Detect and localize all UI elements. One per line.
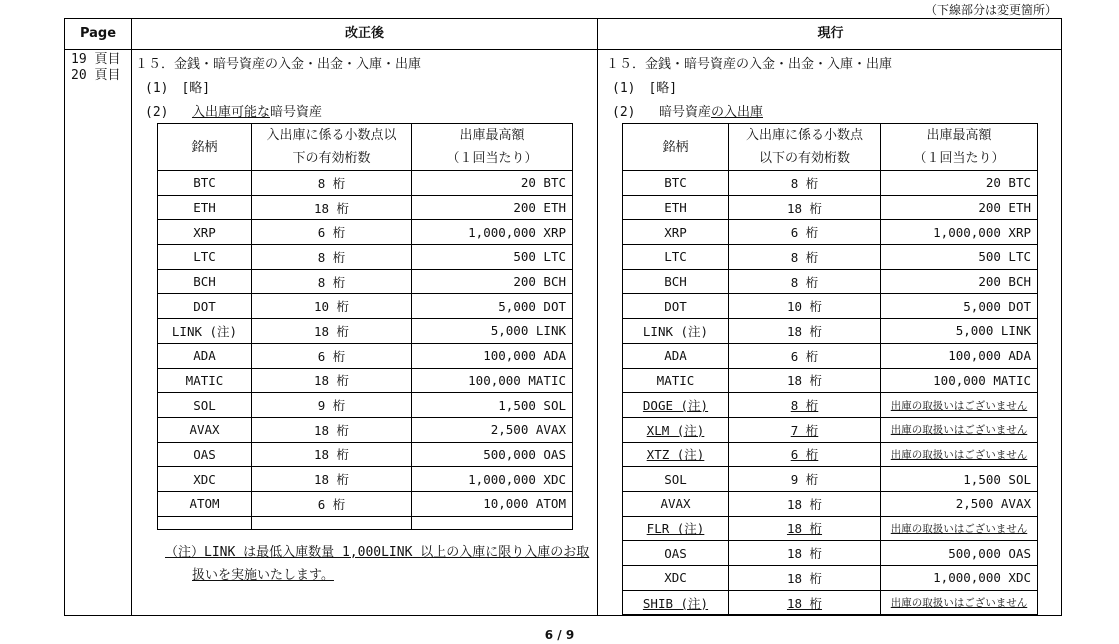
table-row [623,541,1038,566]
asset-max-withdrawal: 出庫の取扱いはございません [881,417,1038,442]
column-header: 出庫最高額 （１回当たり） [881,124,1038,171]
asset-digits: 18 桁 [729,319,881,344]
current-section-title: １５．金銭・暗号資産の入金・出金・入庫・出庫 [606,57,893,72]
table-row [623,393,1038,418]
asset-max-withdrawal: 出庫の取扱いはございません [881,590,1038,615]
asset-name: LTC [158,245,252,270]
current-asset-table [622,123,1038,615]
table-row [623,590,1038,615]
column-header: 出庫最高額 （１回当たり） [412,124,573,171]
asset-max-withdrawal: 1,000,000 XRP [412,220,573,245]
asset-digits: 18 桁 [729,516,881,541]
asset-digits: 18 桁 [252,368,412,393]
table-row [623,319,1038,344]
table-row [623,566,1038,591]
asset-digits: 18 桁 [252,319,412,344]
table-row [623,442,1038,467]
asset-name: SOL [158,393,252,418]
table-row [623,516,1038,541]
asset-max-withdrawal: 出庫の取扱いはございません [881,393,1038,418]
empty-cell [252,516,412,529]
asset-digits: 18 桁 [252,417,412,442]
change-note: （下線部分は変更箇所） [924,3,1057,17]
current-item2 [612,101,763,120]
table-row [623,343,1038,368]
asset-name: XDC [158,467,252,492]
current-item2-num: (2) [612,105,636,120]
asset-digits: 18 桁 [729,590,881,615]
asset-name: XRP [158,220,252,245]
asset-max-withdrawal: 1,500 SOL [881,467,1038,492]
asset-max-withdrawal: 200 BCH [881,269,1038,294]
asset-digits: 6 桁 [729,220,881,245]
after-section-title: １５．金銭・暗号資産の入金・出金・入庫・出庫 [135,57,422,72]
asset-max-withdrawal: 200 BCH [412,269,573,294]
table-row-blank [158,516,573,529]
asset-max-withdrawal: 1,000,000 XDC [881,566,1038,591]
asset-max-withdrawal: 500,000 OAS [412,442,573,467]
column-header: 入出庫に係る小数点以 下の有効桁数 [252,124,412,171]
asset-name: BTC [623,171,729,196]
asset-max-withdrawal: 20 BTC [412,171,573,196]
asset-max-withdrawal: 出庫の取扱いはございません [881,516,1038,541]
header-page: Page [79,26,117,41]
asset-max-withdrawal: 1,000,000 XDC [412,467,573,492]
table-row [158,294,573,319]
asset-name: OAS [623,541,729,566]
asset-max-withdrawal: 100,000 ADA [412,343,573,368]
column-header: 入出庫に係る小数点 以下の有効桁数 [729,124,881,171]
table-header-row [623,124,1038,171]
asset-name: ADA [158,343,252,368]
table-header-row [158,124,573,171]
table-row [623,467,1038,492]
asset-name: AVAX [158,417,252,442]
asset-digits: 6 桁 [252,491,412,516]
page-number: 6 / 9 [544,628,575,642]
header-after: 改正後 [344,26,384,41]
asset-name: ETH [158,195,252,220]
asset-digits: 8 桁 [729,245,881,270]
asset-digits: 18 桁 [729,491,881,516]
after-footnote [165,541,589,587]
table-row [623,245,1038,270]
table-row [623,417,1038,442]
asset-digits: 18 桁 [729,541,881,566]
after-item2 [145,101,322,120]
asset-digits: 18 桁 [729,195,881,220]
asset-name: DOGE (注) [623,393,729,418]
asset-max-withdrawal: 100,000 ADA [881,343,1038,368]
table-row [623,368,1038,393]
table-row [623,220,1038,245]
table-row [623,171,1038,196]
asset-digits: 9 桁 [252,393,412,418]
asset-digits: 10 桁 [252,294,412,319]
asset-max-withdrawal: 20 BTC [881,171,1038,196]
asset-max-withdrawal: 1,000,000 XRP [881,220,1038,245]
asset-digits: 6 桁 [252,343,412,368]
asset-max-withdrawal: 5,000 DOT [412,294,573,319]
asset-name: BCH [623,269,729,294]
current-item2-plain: 暗号資産 [658,105,711,120]
page-ref: 19 頁目 [71,52,121,67]
table-row [158,343,573,368]
asset-name: MATIC [623,368,729,393]
asset-digits: 18 桁 [729,566,881,591]
asset-name: ADA [623,343,729,368]
asset-max-withdrawal: 2,500 AVAX [881,491,1038,516]
asset-name: LTC [623,245,729,270]
table-row [158,417,573,442]
asset-name: DOT [623,294,729,319]
asset-name: XLM (注) [623,417,729,442]
asset-digits: 8 桁 [252,269,412,294]
column-header: 銘柄 [623,124,729,171]
asset-max-withdrawal: 10,000 ATOM [412,491,573,516]
asset-name: SHIB (注) [623,590,729,615]
asset-max-withdrawal: 2,500 AVAX [412,417,573,442]
after-item2-changed: 入出庫可能な [191,105,270,120]
asset-digits: 8 桁 [729,393,881,418]
asset-max-withdrawal: 5,000 LINK [412,319,573,344]
after-item2-rest: 暗号資産 [269,105,322,120]
asset-digits: 6 桁 [729,442,881,467]
empty-cell [412,516,573,529]
asset-digits: 18 桁 [729,368,881,393]
table-row [158,319,573,344]
asset-max-withdrawal: 100,000 MATIC [412,368,573,393]
table-row [158,220,573,245]
footnote-line1: （注）LINK は最低入庫数量 1,000LINK 以上の入庫に限り入庫のお取 [165,545,590,560]
asset-name: ETH [623,195,729,220]
asset-max-withdrawal: 出庫の取扱いはございません [881,442,1038,467]
asset-digits: 18 桁 [252,467,412,492]
asset-digits: 8 桁 [252,171,412,196]
column-header: 銘柄 [158,124,252,171]
table-row [158,245,573,270]
table-row [158,393,573,418]
asset-max-withdrawal: 500 LTC [412,245,573,270]
asset-digits: 7 桁 [729,417,881,442]
asset-name: FLR (注) [623,516,729,541]
asset-name: BTC [158,171,252,196]
asset-name: LINK (注) [158,319,252,344]
asset-name: SOL [623,467,729,492]
table-row [158,171,573,196]
table-row [158,491,573,516]
asset-name: MATIC [158,368,252,393]
table-row [158,368,573,393]
asset-name: XTZ (注) [623,442,729,467]
asset-digits: 18 桁 [252,195,412,220]
divider-page [131,19,132,615]
asset-name: BCH [158,269,252,294]
asset-digits: 6 桁 [252,220,412,245]
current-item2-changed: の入出庫 [710,105,763,120]
after-item2-num: (2) [145,105,169,120]
asset-max-withdrawal: 500,000 OAS [881,541,1038,566]
asset-name: LINK (注) [623,319,729,344]
page-refs [71,52,120,84]
table-row [623,195,1038,220]
asset-name: XRP [623,220,729,245]
asset-max-withdrawal: 5,000 DOT [881,294,1038,319]
asset-max-withdrawal: 5,000 LINK [881,319,1038,344]
table-row [623,491,1038,516]
asset-max-withdrawal: 200 ETH [412,195,573,220]
after-item1: (1) [略] [145,81,211,96]
table-row [158,442,573,467]
asset-name: OAS [158,442,252,467]
table-row [158,467,573,492]
asset-digits: 8 桁 [252,245,412,270]
page-ref: 20 頁目 [71,68,121,83]
asset-max-withdrawal: 1,500 SOL [412,393,573,418]
table-row [623,294,1038,319]
asset-name: XDC [623,566,729,591]
asset-max-withdrawal: 100,000 MATIC [881,368,1038,393]
current-item1: (1) [略] [612,81,678,96]
table-row [623,269,1038,294]
asset-digits: 10 桁 [729,294,881,319]
header-divider [65,49,1061,50]
table-row [158,195,573,220]
divider-columns [597,19,598,615]
header-current: 現行 [817,26,844,41]
asset-name: AVAX [623,491,729,516]
after-asset-table [157,123,573,530]
asset-name: DOT [158,294,252,319]
comparison-table [64,18,1062,616]
table-row [158,269,573,294]
asset-digits: 8 桁 [729,171,881,196]
asset-digits: 9 桁 [729,467,881,492]
asset-digits: 18 桁 [252,442,412,467]
asset-digits: 6 桁 [729,343,881,368]
empty-cell [158,516,252,529]
asset-name: ATOM [158,491,252,516]
asset-max-withdrawal: 500 LTC [881,245,1038,270]
asset-max-withdrawal: 200 ETH [881,195,1038,220]
footnote-line2: 扱いを実施いたします。 [192,568,334,583]
asset-digits: 8 桁 [729,269,881,294]
